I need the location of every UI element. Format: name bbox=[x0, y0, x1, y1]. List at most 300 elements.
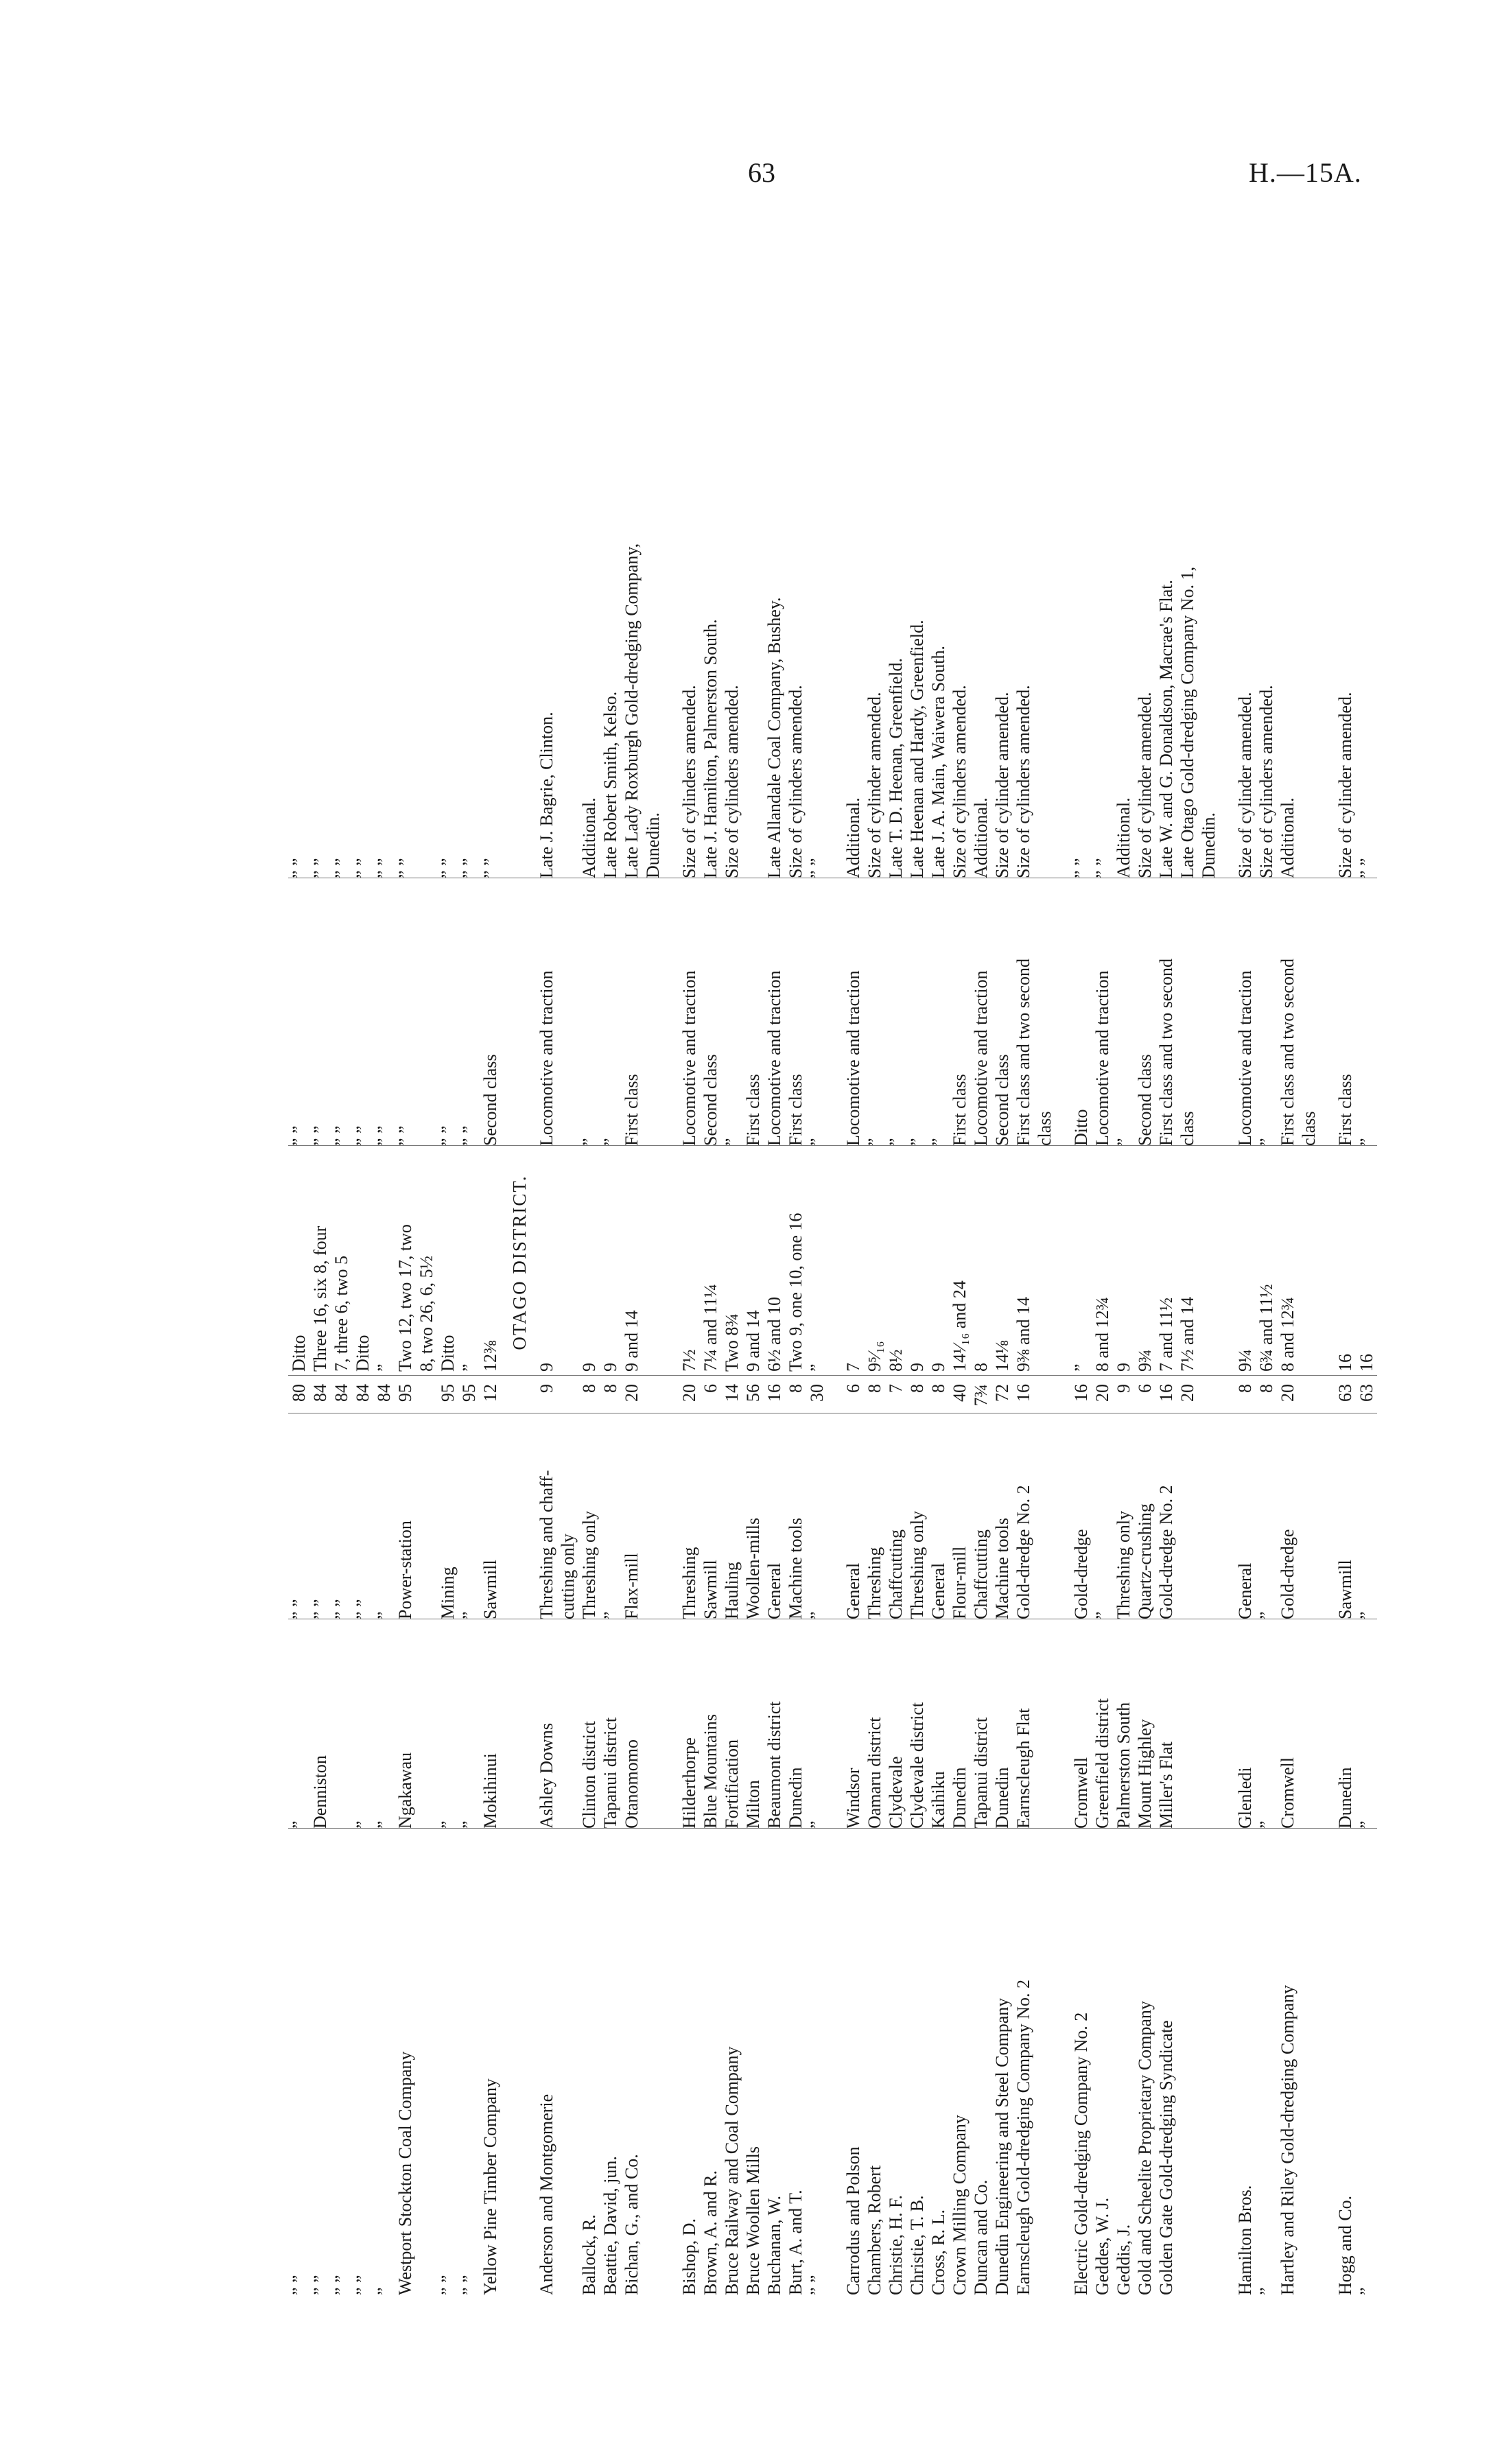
locality-cell: Palmerston South bbox=[1114, 1702, 1134, 1829]
purpose-cell: Chaffcutting bbox=[886, 1529, 906, 1619]
cylinder-cell: 8 and 12¾ bbox=[1092, 1296, 1112, 1372]
class-cell: ” bbox=[1357, 1138, 1376, 1146]
table-row bbox=[785, 230, 806, 2295]
remarks-cell: Late Allandale Coal Company, Bushey. bbox=[764, 597, 784, 878]
table-row bbox=[1234, 230, 1256, 2295]
pressure-cell bbox=[1034, 1376, 1055, 1413]
cylinder-cell: 8, two 26, 6, 5½ bbox=[416, 1256, 436, 1372]
purpose-cell: Sawmill bbox=[480, 1560, 500, 1619]
remarks-cell: ” ” bbox=[459, 858, 479, 878]
locality-cell: Kaihiku bbox=[928, 1771, 948, 1829]
table-row bbox=[700, 230, 721, 2295]
owner-cell bbox=[642, 1829, 664, 2295]
table-row bbox=[970, 230, 991, 2295]
table-row bbox=[764, 230, 785, 2295]
cylinder-cell bbox=[642, 1146, 664, 1376]
purpose-cell: Hauling bbox=[722, 1562, 742, 1619]
owner-cell: Burt, A. and T. bbox=[786, 2190, 806, 2295]
class-cell: ” bbox=[600, 1138, 620, 1146]
purpose-cell: Gold-dredge bbox=[1278, 1529, 1298, 1619]
purpose-cell: ” bbox=[459, 1611, 479, 1619]
locality-cell: Dunedin bbox=[992, 1767, 1012, 1829]
pressure-cell: 6 bbox=[1135, 1384, 1155, 1393]
purpose-cell: Threshing only bbox=[1114, 1510, 1134, 1619]
table-row bbox=[1335, 230, 1356, 2295]
class-cell: First class bbox=[622, 1074, 642, 1146]
class-cell: class bbox=[1177, 1111, 1197, 1146]
table-row bbox=[437, 230, 458, 2295]
class-cell: ” ” bbox=[374, 1125, 394, 1146]
locality-cell: Oamaru district bbox=[865, 1717, 884, 1829]
cylinder-cell bbox=[1198, 1146, 1219, 1376]
table-row bbox=[1298, 230, 1319, 2295]
remarks-cell bbox=[1034, 261, 1055, 878]
remarks-cell bbox=[742, 261, 764, 878]
cylinder-cell: Two 8¾ bbox=[722, 1313, 742, 1372]
class-cell: ” bbox=[865, 1138, 884, 1146]
purpose-cell: ” ” bbox=[353, 1599, 373, 1619]
pressure-cell: 9 bbox=[537, 1384, 556, 1393]
pressure-cell: 8 bbox=[1256, 1384, 1276, 1393]
owner-cell: Crown Milling Company bbox=[950, 2115, 970, 2295]
cylinder-cell bbox=[1034, 1146, 1055, 1376]
remarks-cell: ” ” bbox=[374, 858, 394, 878]
purpose-cell bbox=[642, 1413, 664, 1619]
class-cell: class bbox=[1299, 1111, 1319, 1146]
table-row bbox=[416, 230, 437, 2295]
document-reference: H.—15A. bbox=[1249, 157, 1362, 188]
purpose-cell: Mining bbox=[438, 1567, 458, 1619]
locality-cell: ” bbox=[1357, 1820, 1376, 1829]
purpose-cell bbox=[416, 1413, 437, 1619]
group-spacer bbox=[1055, 230, 1070, 2295]
cylinder-cell bbox=[1298, 1146, 1319, 1376]
purpose-cell: Machine tools bbox=[992, 1517, 1012, 1619]
table-row bbox=[557, 230, 578, 2295]
owner-cell: Bruce Railway and Coal Company bbox=[722, 2046, 742, 2295]
table-row bbox=[1277, 230, 1298, 2295]
locality-cell: Dunedin bbox=[786, 1767, 806, 1829]
locality-cell: Otanomomo bbox=[622, 1739, 642, 1829]
class-cell: ” ” bbox=[395, 1125, 415, 1146]
column-rule bbox=[288, 1145, 1377, 1146]
owner-cell: Cross, R. L. bbox=[928, 2209, 948, 2295]
purpose-cell: cutting only bbox=[558, 1534, 578, 1619]
page-number: 63 bbox=[748, 157, 775, 188]
table-row bbox=[1013, 230, 1034, 2295]
cylinder-cell: 9 and 14 bbox=[743, 1310, 763, 1372]
remarks-cell: Size of cylinders amended. bbox=[950, 685, 970, 878]
remarks-cell: Additional. bbox=[1278, 797, 1298, 878]
class-cell: ” bbox=[1256, 1138, 1276, 1146]
remarks-cell: Additional. bbox=[971, 797, 991, 878]
pressure-cell: 16 bbox=[1013, 1384, 1033, 1402]
purpose-cell: ” ” bbox=[289, 1599, 309, 1619]
pressure-cell: 8 bbox=[579, 1384, 599, 1393]
pressure-cell: 12 bbox=[480, 1384, 500, 1402]
class-cell: First class and two second bbox=[1156, 959, 1176, 1146]
owner-cell: Hogg and Co. bbox=[1335, 2195, 1355, 2295]
table-row bbox=[1113, 230, 1134, 2295]
locality-cell: Mokihinui bbox=[480, 1753, 500, 1829]
pressure-cell: 20 bbox=[622, 1384, 642, 1402]
purpose-cell: Flour-mill bbox=[950, 1546, 970, 1619]
remarks-cell: Additional. bbox=[1114, 797, 1134, 878]
cylinder-cell: 8 bbox=[971, 1363, 991, 1372]
pressure-cell: 95 bbox=[395, 1384, 415, 1402]
purpose-cell: Flax-mill bbox=[622, 1553, 642, 1619]
class-cell: class bbox=[1035, 1111, 1055, 1146]
cylinder-cell: 9 bbox=[579, 1363, 599, 1372]
column-rule bbox=[288, 1375, 1377, 1376]
table-row bbox=[1034, 230, 1055, 2295]
class-cell: Second class bbox=[1135, 1054, 1155, 1146]
locality-cell bbox=[1298, 1619, 1319, 1829]
owner-cell: Bishop, D. bbox=[679, 2218, 699, 2295]
cylinder-cell: Ditto bbox=[289, 1335, 309, 1372]
pressure-cell: 84 bbox=[331, 1384, 351, 1402]
class-cell: Ditto bbox=[1071, 1109, 1091, 1146]
locality-cell: Greenfield district bbox=[1092, 1698, 1112, 1829]
pressure-cell: 9 bbox=[1114, 1384, 1134, 1393]
group-spacer bbox=[664, 230, 679, 2295]
purpose-cell: Threshing only bbox=[579, 1510, 599, 1619]
cylinder-cell: 6¾ and 11½ bbox=[1256, 1284, 1276, 1372]
locality-cell: ” bbox=[353, 1820, 373, 1829]
purpose-cell: Gold-dredge bbox=[1071, 1529, 1091, 1619]
cylinder-cell: 9 bbox=[1114, 1363, 1134, 1372]
cylinder-cell: 9⅜ and 14 bbox=[1013, 1296, 1033, 1372]
pressure-cell bbox=[1198, 1376, 1219, 1413]
locality-cell: Cromwell bbox=[1071, 1757, 1091, 1829]
class-cell: First class bbox=[743, 1074, 763, 1146]
pressure-cell bbox=[1298, 1376, 1319, 1413]
pressure-cell: 6 bbox=[843, 1384, 863, 1393]
purpose-cell: ” bbox=[600, 1611, 620, 1619]
purpose-cell: General bbox=[1235, 1562, 1255, 1619]
pressure-cell: 30 bbox=[807, 1384, 827, 1402]
owner-cell: ” ” bbox=[807, 2275, 827, 2295]
remarks-cell: Late T. D. Heenan, Greenfield. bbox=[886, 657, 906, 878]
class-cell: ” bbox=[807, 1138, 827, 1146]
class-cell: Locomotive and traction bbox=[537, 970, 556, 1146]
purpose-cell: Threshing bbox=[865, 1547, 884, 1619]
purpose-cell: Gold-dredge No. 2 bbox=[1013, 1485, 1033, 1619]
pressure-cell: 16 bbox=[1071, 1384, 1091, 1402]
table-row bbox=[373, 230, 395, 2295]
class-cell: ” ” bbox=[331, 1125, 351, 1146]
locality-cell: Ashley Downs bbox=[537, 1723, 556, 1829]
purpose-cell bbox=[1177, 1413, 1198, 1619]
purpose-cell: General bbox=[764, 1562, 784, 1619]
cylinder-cell: 8½ bbox=[886, 1349, 906, 1372]
cylinder-cell: 9 and 14 bbox=[622, 1310, 642, 1372]
owner-cell: Geddis, J. bbox=[1114, 2224, 1134, 2295]
purpose-cell: Threshing and chaff- bbox=[537, 1470, 556, 1619]
cylinder-cell: 7½ bbox=[679, 1349, 699, 1372]
owner-cell bbox=[1034, 1829, 1055, 2295]
owner-cell: ” bbox=[1357, 2287, 1376, 2295]
cylinder-cell: 16 bbox=[1357, 1354, 1376, 1372]
table-row bbox=[1155, 230, 1177, 2295]
remarks-cell bbox=[1298, 261, 1319, 878]
pressure-cell: 16 bbox=[764, 1384, 784, 1402]
remarks-cell: ” ” bbox=[1357, 858, 1376, 878]
owner-cell: ” ” bbox=[331, 2275, 351, 2295]
class-cell: ” bbox=[928, 1138, 948, 1146]
purpose-cell bbox=[1034, 1413, 1055, 1619]
table-row bbox=[1177, 230, 1198, 2295]
table-row bbox=[843, 230, 864, 2295]
remarks-cell: Size of cylinders amended. bbox=[679, 685, 699, 878]
owner-cell: Geddes, W. J. bbox=[1092, 2197, 1112, 2295]
cylinder-cell: 8 and 12¾ bbox=[1278, 1296, 1298, 1372]
remarks-cell: Size of cylinder amended. bbox=[1335, 692, 1355, 878]
locality-cell: Windsor bbox=[843, 1768, 863, 1829]
pressure-cell: 84 bbox=[310, 1384, 330, 1402]
cylinder-cell: Two 9, one 10, one 16 bbox=[786, 1212, 806, 1372]
table-row bbox=[395, 230, 416, 2295]
locality-cell: Miller's Flat bbox=[1156, 1741, 1176, 1829]
table-row bbox=[642, 230, 664, 2295]
table-row bbox=[1356, 230, 1377, 2295]
pressure-cell: 14 bbox=[722, 1384, 742, 1402]
locality-cell: Clinton district bbox=[579, 1721, 599, 1829]
purpose-cell: Machine tools bbox=[786, 1517, 806, 1619]
cylinder-cell: 9⁵⁄₁₆ bbox=[865, 1341, 884, 1372]
cylinder-cell: 6½ and 10 bbox=[764, 1296, 784, 1372]
cylinder-cell: 9 bbox=[907, 1363, 927, 1372]
owner-cell bbox=[557, 1829, 578, 2295]
cylinder-cell bbox=[557, 1146, 578, 1376]
purpose-cell: Quartz-crushing bbox=[1135, 1503, 1155, 1619]
pressure-cell: 20 bbox=[679, 1384, 699, 1402]
owner-cell: Golden Gate Gold-dredging Syndicate bbox=[1156, 2020, 1176, 2295]
class-cell bbox=[642, 878, 664, 1146]
return-table bbox=[288, 230, 1377, 2295]
cylinder-cell: 14⅛ bbox=[992, 1340, 1012, 1372]
owner-cell: ” ” bbox=[438, 2275, 458, 2295]
purpose-cell bbox=[1298, 1413, 1319, 1619]
table-row bbox=[458, 230, 480, 2295]
purpose-cell: Threshing only bbox=[907, 1510, 927, 1619]
class-cell: ” bbox=[579, 1138, 599, 1146]
pressure-cell: 72 bbox=[992, 1384, 1012, 1402]
pressure-cell: 20 bbox=[1177, 1384, 1197, 1402]
owner-cell bbox=[1298, 1829, 1319, 2295]
table-row bbox=[949, 230, 970, 2295]
class-cell: First class bbox=[786, 1074, 806, 1146]
table-row bbox=[885, 230, 906, 2295]
owner-cell: Duncan and Co. bbox=[971, 2179, 991, 2295]
table-row bbox=[1134, 230, 1155, 2295]
cylinder-cell: 7 bbox=[843, 1363, 863, 1372]
owner-cell: ” ” bbox=[310, 2275, 330, 2295]
purpose-cell: ” bbox=[1256, 1611, 1276, 1619]
table-row bbox=[742, 230, 764, 2295]
table-row bbox=[288, 230, 309, 2295]
column-rule bbox=[288, 1828, 1377, 1829]
owner-cell: Gold and Scheelite Proprietary Company bbox=[1135, 2001, 1155, 2295]
class-cell: First class and two second bbox=[1278, 959, 1298, 1146]
cylinder-cell: 7½ and 14 bbox=[1177, 1296, 1197, 1372]
class-cell: ” ” bbox=[459, 1125, 479, 1146]
owner-cell bbox=[416, 1829, 437, 2295]
purpose-cell: Threshing bbox=[679, 1547, 699, 1619]
pressure-cell: 8 bbox=[600, 1384, 620, 1393]
owner-cell: Dunedin Engineering and Steel Company bbox=[992, 1997, 1012, 2295]
class-cell: First class bbox=[1335, 1074, 1355, 1146]
locality-cell: Glenledi bbox=[1235, 1767, 1255, 1829]
pressure-cell: 8 bbox=[865, 1384, 884, 1393]
owner-cell bbox=[1198, 1829, 1219, 2295]
locality-cell: Ngakawau bbox=[395, 1752, 415, 1829]
pressure-cell: 80 bbox=[289, 1384, 309, 1402]
purpose-cell: ” bbox=[807, 1611, 827, 1619]
locality-cell: Milton bbox=[743, 1780, 763, 1829]
table-row bbox=[621, 230, 642, 2295]
class-cell: Locomotive and traction bbox=[971, 970, 991, 1146]
table-row bbox=[806, 230, 827, 2295]
class-cell: ” bbox=[1114, 1138, 1134, 1146]
owner-cell: Hamilton Bros. bbox=[1235, 2185, 1255, 2295]
class-cell bbox=[416, 878, 437, 1146]
table-row bbox=[991, 230, 1013, 2295]
pressure-cell: 40 bbox=[950, 1384, 970, 1402]
class-cell: Second class bbox=[992, 1054, 1012, 1146]
locality-cell: Mount Highley bbox=[1135, 1719, 1155, 1829]
owner-cell: Anderson and Montgomerie bbox=[537, 2093, 556, 2295]
locality-cell: ” bbox=[807, 1820, 827, 1829]
table-row bbox=[721, 230, 742, 2295]
pressure-cell: 63 bbox=[1357, 1384, 1376, 1402]
pressure-cell: 84 bbox=[353, 1384, 373, 1402]
table-row bbox=[536, 230, 557, 2295]
locality-cell: ” bbox=[1256, 1820, 1276, 1829]
cylinder-cell: Three 16, six 8, four bbox=[310, 1225, 330, 1372]
class-cell: Second class bbox=[480, 1054, 500, 1146]
purpose-cell: Power-station bbox=[395, 1521, 415, 1619]
remarks-cell: Size of cylinders amended. bbox=[1013, 685, 1033, 878]
table-row bbox=[906, 230, 928, 2295]
table-row bbox=[1256, 230, 1277, 2295]
cylinder-cell: 14¹⁄₁₆ and 24 bbox=[950, 1280, 970, 1372]
owner-cell: Ballock, R. bbox=[579, 2214, 599, 2295]
pressure-cell: 20 bbox=[1092, 1384, 1112, 1402]
locality-cell bbox=[557, 1619, 578, 1829]
class-cell: Locomotive and traction bbox=[1235, 970, 1255, 1146]
cylinder-cell: ” bbox=[807, 1363, 827, 1372]
locality-cell bbox=[1198, 1619, 1219, 1829]
cylinder-cell: 9 bbox=[600, 1363, 620, 1372]
purpose-cell bbox=[1198, 1413, 1219, 1619]
class-cell: ” bbox=[886, 1138, 906, 1146]
remarks-cell: Dunedin. bbox=[643, 812, 663, 878]
class-cell: Second class bbox=[701, 1054, 720, 1146]
locality-cell bbox=[416, 1619, 437, 1829]
group-spacer bbox=[827, 230, 843, 2295]
owner-cell: Westport Stockton Coal Company bbox=[395, 2051, 415, 2295]
remarks-cell: Late Otago Gold-dredging Company No. 1, bbox=[1177, 566, 1197, 878]
pressure-cell: 8 bbox=[786, 1384, 806, 1393]
purpose-cell: Gold-dredge No. 2 bbox=[1156, 1485, 1176, 1619]
table-row bbox=[928, 230, 949, 2295]
purpose-cell: ” bbox=[1357, 1611, 1376, 1619]
purpose-cell: Chaffcutting bbox=[971, 1529, 991, 1619]
purpose-cell: General bbox=[928, 1562, 948, 1619]
remarks-cell: Additional. bbox=[579, 797, 599, 878]
cylinder-cell: 16 bbox=[1335, 1354, 1355, 1372]
group-spacer bbox=[1219, 230, 1234, 2295]
cylinder-cell: 12⅜ bbox=[480, 1340, 500, 1372]
cylinder-cell: 7¼ and 11¼ bbox=[701, 1284, 720, 1372]
pressure-cell: 95 bbox=[438, 1384, 458, 1402]
table-row bbox=[578, 230, 600, 2295]
pressure-cell: 16 bbox=[1156, 1384, 1176, 1402]
class-cell: ” bbox=[722, 1138, 742, 1146]
cylinder-cell: 9¼ bbox=[1235, 1349, 1255, 1372]
class-cell: ” ” bbox=[289, 1125, 309, 1146]
owner-cell: Chambers, Robert bbox=[865, 2165, 884, 2295]
cylinder-cell: 9¾ bbox=[1135, 1349, 1155, 1372]
pressure-cell: 7 bbox=[886, 1384, 906, 1393]
pressure-cell bbox=[416, 1376, 437, 1413]
owner-cell: ” bbox=[1256, 2287, 1276, 2295]
purpose-cell: ” bbox=[374, 1611, 394, 1619]
owner-cell: ” ” bbox=[289, 2275, 309, 2295]
purpose-cell: Woollen-mills bbox=[743, 1517, 763, 1619]
remarks-cell: Late J. Bagrie, Clinton. bbox=[537, 712, 556, 878]
table-row bbox=[480, 230, 501, 2295]
owner-cell: Carrodus and Polson bbox=[843, 2146, 863, 2295]
table-row bbox=[600, 230, 621, 2295]
pressure-cell: 95 bbox=[459, 1384, 479, 1402]
table-row bbox=[1092, 230, 1113, 2295]
cylinder-cell: ” bbox=[1071, 1363, 1091, 1372]
remarks-cell: Additional. bbox=[843, 797, 863, 878]
remarks-cell: ” ” bbox=[1071, 858, 1091, 878]
cylinder-cell: 7 and 11½ bbox=[1156, 1297, 1176, 1372]
class-cell bbox=[557, 878, 578, 1146]
owner-cell: Yellow Pine Timber Company bbox=[480, 2078, 500, 2295]
locality-cell: ” bbox=[438, 1820, 458, 1829]
pressure-cell: 63 bbox=[1335, 1384, 1355, 1402]
cylinder-cell: Ditto bbox=[438, 1335, 458, 1372]
locality-cell: Denniston bbox=[310, 1755, 330, 1829]
locality-cell: ” bbox=[374, 1820, 394, 1829]
purpose-cell: ” ” bbox=[310, 1599, 330, 1619]
remarks-cell: Size of cylinders amended. bbox=[786, 685, 806, 878]
remarks-cell: ” ” bbox=[480, 858, 500, 878]
owner-cell: Christie, H. F. bbox=[886, 2195, 906, 2295]
remarks-cell: Size of cylinders amended. bbox=[722, 685, 742, 878]
remarks-cell: ” ” bbox=[289, 858, 309, 878]
rotated-table bbox=[288, 230, 1376, 2295]
cylinder-cell: Ditto bbox=[353, 1335, 373, 1372]
owner-cell: Electric Gold-dredging Company No. 2 bbox=[1071, 2012, 1091, 2295]
class-cell bbox=[1198, 878, 1219, 1146]
purpose-cell: Sawmill bbox=[701, 1560, 720, 1619]
remarks-cell: Size of cylinders amended. bbox=[1256, 685, 1276, 878]
remarks-cell: ” ” bbox=[1092, 858, 1112, 878]
class-cell: Locomotive and traction bbox=[764, 970, 784, 1146]
owner-cell: Hartley and Riley Gold-dredging Company bbox=[1278, 1984, 1298, 2295]
class-cell: Locomotive and traction bbox=[679, 970, 699, 1146]
class-cell: First class bbox=[950, 1074, 970, 1146]
pressure-cell: 8 bbox=[928, 1384, 948, 1393]
owner-cell: Beattie, David, jun. bbox=[600, 2156, 620, 2295]
remarks-cell: Late J. A. Main, Waiwera South. bbox=[928, 646, 948, 878]
